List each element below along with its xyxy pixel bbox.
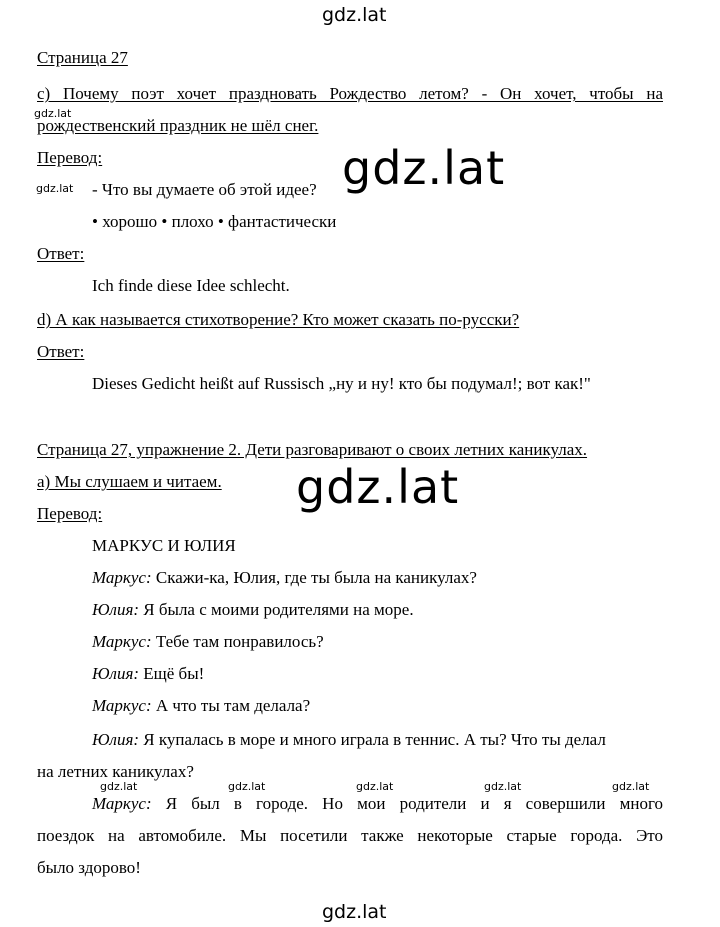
answer-text: Dieses Gedicht heißt auf Russisch „ну и ну! кто бы подумал!; вот как!" xyxy=(92,374,591,393)
watermark-small: gdz.lat xyxy=(100,780,138,793)
dialog-text: Я была с моими родителями на море. xyxy=(139,600,414,619)
exercise-heading: Страница 27, упражнение 2. Дети разговаривают о своих летних каникулах. xyxy=(37,440,588,459)
dialog-line xyxy=(92,794,663,814)
dialog-text: Скажи-ка, Юлия, где ты была на каникулах? xyxy=(151,568,477,587)
speaker-name: Юлия: xyxy=(92,730,140,749)
dialog-line xyxy=(92,600,414,620)
watermark-small: gdz.lat xyxy=(484,780,522,793)
speaker-name: Маркус: xyxy=(92,696,152,715)
speaker-name: Маркус: xyxy=(92,794,152,813)
watermark-top: gdz.lat xyxy=(322,4,387,26)
watermark-large: gdz.lat xyxy=(296,460,460,514)
speaker-name: Юлия: xyxy=(92,664,140,683)
dialog-text: Я был в городе. Но мои родители и я совершили много xyxy=(151,794,663,813)
speaker-name: Маркус: xyxy=(92,568,152,587)
translation-label: Перевод: xyxy=(37,504,103,523)
dialog-line-continuation: на летних каникулах? xyxy=(37,762,194,781)
page-heading: Страница 27 xyxy=(37,48,128,67)
dialog-text: Я купалась в море и много играла в теннис. А ты? Что ты делал xyxy=(139,730,606,749)
speaker-name: Маркус: xyxy=(92,632,152,651)
dialog-line-continuation: было здорово! xyxy=(37,858,141,877)
question-d: d) А как называется стихотворение? Кто может сказать по-русски? xyxy=(37,310,520,329)
dialog-line xyxy=(92,696,310,716)
dialog-text: А что ты там делала? xyxy=(151,696,311,715)
watermark-small: gdz.lat xyxy=(356,780,394,793)
watermark-small: gdz.lat xyxy=(612,780,650,793)
translation-question: - Что вы думаете об этой идее? xyxy=(92,180,317,199)
watermark-small: gdz.lat xyxy=(34,107,72,120)
answer-label: Ответ: xyxy=(37,244,85,263)
watermark-small: gdz.lat xyxy=(228,780,266,793)
answer-label: Ответ: xyxy=(37,342,85,361)
watermark-small: gdz.lat xyxy=(36,182,74,195)
dialog-text: Ещё бы! xyxy=(139,664,205,683)
dialog-line xyxy=(92,730,663,750)
watermark-large: gdz.lat xyxy=(342,141,506,195)
subtask-a: а) Мы слушаем и читаем. xyxy=(37,472,222,491)
dialog-line xyxy=(92,568,477,588)
dialog-line xyxy=(92,632,324,652)
dialog-text: Тебе там понравилось? xyxy=(151,632,324,651)
question-c-continuation: рождественский праздник не шёл снег. xyxy=(37,116,319,135)
translation-label: Перевод: xyxy=(37,148,103,167)
question-c: с) Почему поэт хочет праздновать Рождество летом? - Он хочет, чтобы на xyxy=(37,84,663,103)
dialog-line xyxy=(92,664,204,684)
watermark-bottom: gdz.lat xyxy=(322,901,387,923)
translation-options: • хорошо • плохо • фантастически xyxy=(92,212,337,231)
answer-text: Ich finde diese Idee schlecht. xyxy=(92,276,290,295)
speaker-name: Юлия: xyxy=(92,600,140,619)
dialog-line-continuation: поездок на автомобиле. Мы посетили также некоторые старые города. Это xyxy=(37,826,663,845)
dialog-title: МАРКУС И ЮЛИЯ xyxy=(92,536,236,555)
